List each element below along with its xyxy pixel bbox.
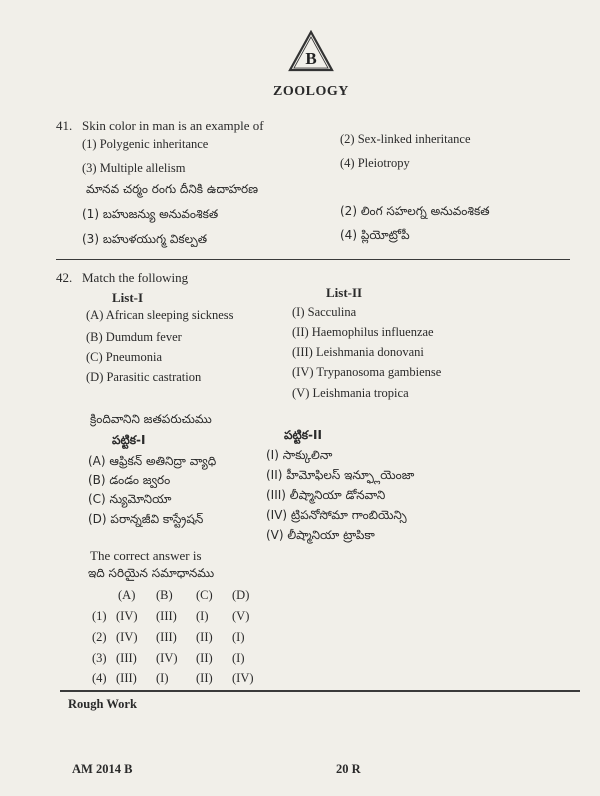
list1-item-c-telugu: (C) న్యుమోనియా xyxy=(88,492,172,506)
list2-item-4-telugu: (IV) ట్రిపనోసోమా గాంబియెన్సి xyxy=(266,508,407,522)
q41-option-3: (3) Multiple allelism xyxy=(82,161,186,175)
answer-row-4-d: (IV) xyxy=(232,671,254,685)
q41-option-2: (2) Sex-linked inheritance xyxy=(340,132,471,146)
set-b-triangle-logo xyxy=(288,30,334,72)
q42-number: 42. xyxy=(56,270,73,285)
list2-item-5: (V) Leishmania tropica xyxy=(292,386,409,400)
answer-row-3-c: (II) xyxy=(196,651,213,665)
list1-item-b-telugu: (B) డండం జ్వరం xyxy=(88,473,171,487)
answer-row-3-label: (3) xyxy=(92,651,107,665)
list1-heading: List-I xyxy=(112,290,144,305)
list2-heading-telugu: పట్టిక-II xyxy=(284,428,322,442)
answer-row-3-d: (I) xyxy=(232,651,245,665)
q41-question: Skin color in man is an example of xyxy=(82,118,264,133)
answer-row-1-c: (I) xyxy=(196,609,209,623)
answer-row-4-c: (II) xyxy=(196,671,213,685)
list2-item-3-telugu: (III) లీష్మానియా డోనవాని xyxy=(266,488,386,502)
footer-booklet-code: AM 2014 B xyxy=(72,762,133,776)
list2-item-1: (I) Sacculina xyxy=(292,305,357,319)
list2-item-5-telugu: (V) లీష్మానియా ట్రాపికా xyxy=(266,528,375,542)
list1-item-a: (A) African sleeping sickness xyxy=(86,308,234,322)
correct-answer-label: The correct answer is xyxy=(90,548,202,563)
list2-heading: List-II xyxy=(326,285,363,300)
q41-option-2-telugu: (2) లింగ సహలగ్న అనువంశికత xyxy=(340,204,490,218)
q41-option-1: (1) Polygenic inheritance xyxy=(82,137,209,151)
q42-question: Match the following xyxy=(82,270,189,285)
answer-row-3-a: (III) xyxy=(116,651,137,665)
answer-col-d: (D) xyxy=(232,588,250,602)
answer-row-3-b: (IV) xyxy=(156,651,178,665)
answer-row-1-d: (V) xyxy=(232,609,250,623)
q41-option-4-telugu: (4) ప్లియోట్రోపీ xyxy=(340,228,410,242)
answer-row-2-b: (III) xyxy=(156,630,177,644)
correct-answer-label-telugu: ఇది సరియైన సమాధానము xyxy=(88,566,215,580)
answer-row-4-b: (I) xyxy=(156,671,169,685)
answer-row-1-a: (IV) xyxy=(116,609,138,623)
list2-item-2-telugu: (II) హీమోఫిలస్ ఇన్ఫ్లూయెంజా xyxy=(266,468,415,482)
answer-col-b: (B) xyxy=(156,588,173,602)
answer-row-1-label: (1) xyxy=(92,609,107,623)
answer-row-2-label: (2) xyxy=(92,630,107,644)
answer-col-c: (C) xyxy=(196,588,213,602)
q41-option-3-telugu: (3) బహుళయుగ్మ వికల్పత xyxy=(82,232,208,246)
rough-work-label: Rough Work xyxy=(68,697,137,711)
q42-question-telugu: క్రిందివానిని జతపరుచుము xyxy=(90,412,212,426)
list1-item-d: (D) Parasitic castration xyxy=(86,370,202,384)
answer-col-a: (A) xyxy=(118,588,136,602)
answer-row-1-b: (III) xyxy=(156,609,177,623)
list2-item-2: (II) Haemophilus influenzae xyxy=(292,325,434,339)
list1-item-d-telugu: (D) పరాన్నజీవి కాస్ట్రేషన్ xyxy=(88,512,204,526)
answer-row-4-label: (4) xyxy=(92,671,107,685)
q41-option-4: (4) Pleiotropy xyxy=(340,156,410,170)
footer-page-number: 20 R xyxy=(336,762,361,776)
answer-row-4-a: (III) xyxy=(116,671,137,685)
q41-option-1-telugu: (1) బహుజన్యు అనువంశికత xyxy=(82,207,219,221)
answer-row-2-d: (I) xyxy=(232,630,245,644)
list1-item-a-telugu: (A) ఆఫ్రికన్ అతినిద్రా వ్యాధి xyxy=(88,454,217,468)
divider xyxy=(56,259,570,260)
list2-item-1-telugu: (I) సాక్కులినా xyxy=(266,448,333,462)
q41-question-telugu: మానవ చర్మం రంగు దీనికి ఉదాహరణ xyxy=(86,182,258,196)
answer-row-2-a: (IV) xyxy=(116,630,138,644)
set-code: B xyxy=(305,49,317,68)
list1-item-b: (B) Dumdum fever xyxy=(86,330,182,344)
rough-work-divider xyxy=(60,690,580,692)
answer-row-2-c: (II) xyxy=(196,630,213,644)
subject-title: ZOOLOGY xyxy=(273,84,349,99)
list2-item-3: (III) Leishmania donovani xyxy=(292,345,424,359)
q41-number: 41. xyxy=(56,118,73,133)
list2-item-4: (IV) Trypanosoma gambiense xyxy=(292,365,442,379)
list1-heading-telugu: పట్టిక-I xyxy=(112,433,146,447)
list1-item-c: (C) Pneumonia xyxy=(86,350,163,364)
